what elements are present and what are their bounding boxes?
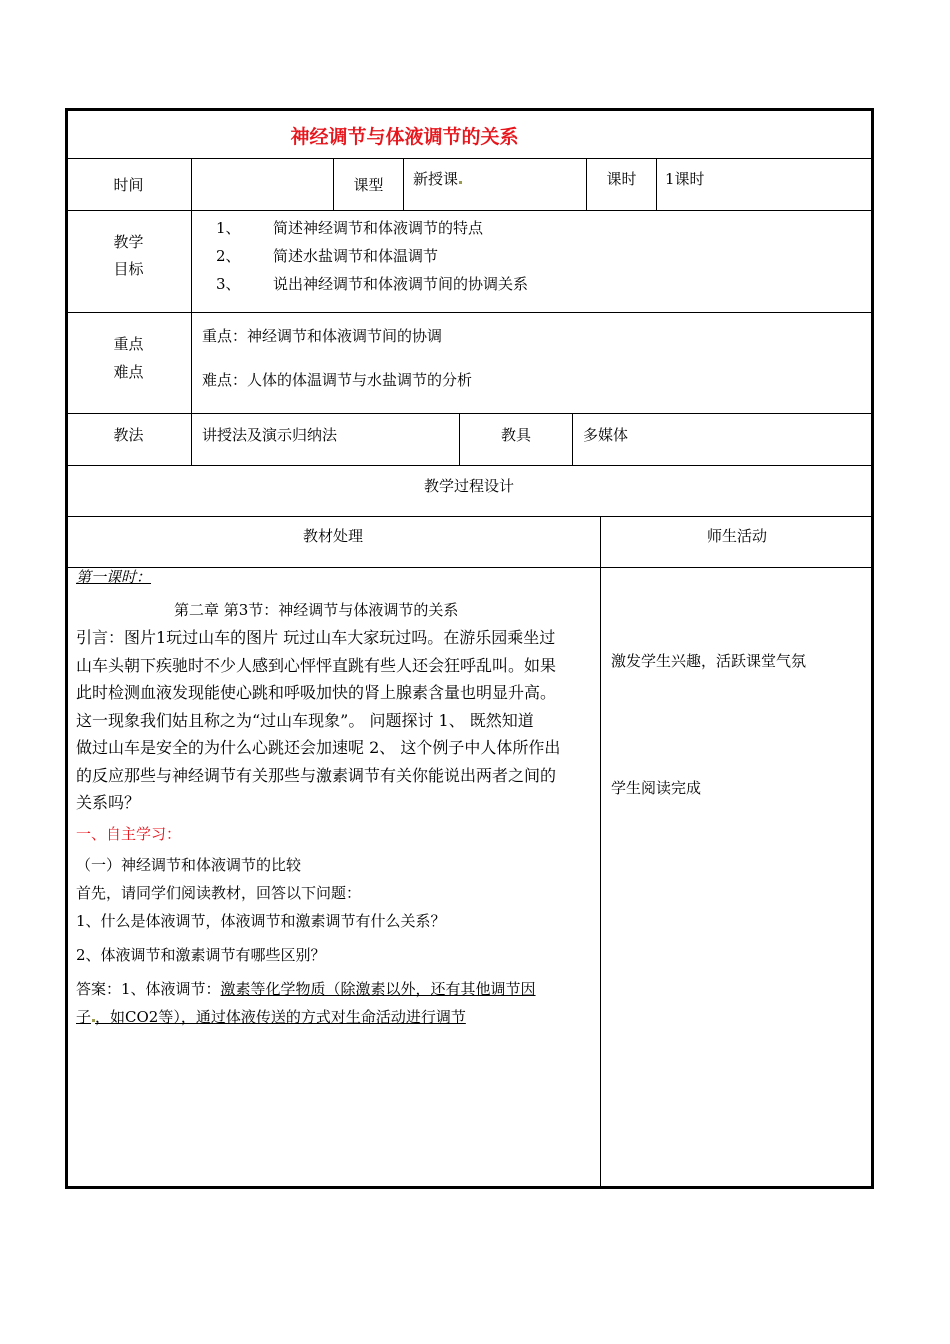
intro-line: 做过山车是安全的为什么心跳还会加速呢 2、 这个例子中人体所作出 <box>76 738 561 757</box>
method-label: 教法 <box>113 426 144 444</box>
difficulty-label: 难点 <box>113 363 144 381</box>
question-2: 2、体液调节和激素调节有哪些区别？ <box>76 946 326 964</box>
hours-value: 1课时 <box>665 170 705 188</box>
intro-line: 这一现象我们姑且称之为“过山车现象”。 问题探讨 1、 既然知道 <box>76 710 534 730</box>
method-value: 讲授法及演示归纳法 <box>202 426 338 444</box>
answer-line-1: 答案：1、体液调节：激素等化学物质（除激素以外，还有其他调节因 <box>76 980 536 998</box>
tools-value: 多媒体 <box>583 426 629 444</box>
tools-label: 教具 <box>500 426 531 444</box>
goals-label: 目标 <box>113 260 144 278</box>
intro-line: 此时检测血液发现能使心跳和呼吸加快的肾上腺素含量也明显升高。 <box>76 683 557 702</box>
column-header-activities: 师生活动 <box>706 527 767 545</box>
lesson-type-label: 课型 <box>353 176 384 194</box>
hours-label: 课时 <box>606 170 637 188</box>
difficulty-point: 难点：人体的体温调节与水盐调节的分析 <box>202 371 473 389</box>
column-header-materials: 教材处理 <box>302 527 363 545</box>
intro-line: 关系吗？ <box>76 793 141 812</box>
goal-item: 简述水盐调节和体温调节 <box>273 247 439 265</box>
goal-number: 3、 <box>216 275 241 293</box>
key-label: 重点 <box>113 335 144 353</box>
process-header: 教学过程设计 <box>423 477 514 495</box>
goal-number: 2、 <box>216 247 241 265</box>
goal-item: 简述神经调节和体液调节的特点 <box>273 219 484 237</box>
time-label: 时间 <box>113 176 144 194</box>
page-title: 神经调节与体液调节的关系 <box>290 126 519 148</box>
intro-line: 山车头朝下疾驰时不少人感到心怦怦直跳有些人还会狂呼乱叫。如果 <box>76 655 557 675</box>
lesson-type-value: 新授课 <box>413 170 462 188</box>
question-1: 1、什么是体液调节，体液调节和激素调节有什么关系？ <box>76 912 446 930</box>
goal-item: 说出神经调节和体液调节间的协调关系 <box>273 275 529 293</box>
subsection-heading: （一）神经调节和体液调节的比较 <box>76 856 302 874</box>
goal-number: 1、 <box>216 219 241 237</box>
intro-paragraph <box>76 624 592 817</box>
intro-line: 引言：图片1玩过山车的图片 玩过山车大家玩过吗。在游乐园乘坐过 <box>76 628 556 647</box>
goals-label: 教学 <box>113 233 144 251</box>
answer-line-2: 子 ，如CO2等），通过体液传送的方式对生命活动进行调节 <box>76 1008 466 1026</box>
intro-line: 的反应那些与神经调节有关那些与激素调节有关你能说出两者之间的 <box>76 765 557 785</box>
lesson-number: 第一课时： <box>76 568 152 586</box>
activity-2: 学生阅读完成 <box>611 779 702 797</box>
instruction-text: 首先，请同学们阅读教材，回答以下问题： <box>76 884 362 902</box>
activity-1: 激发学生兴趣，活跃课堂气氛 <box>611 652 807 670</box>
section-heading: 一、自主学习： <box>76 825 182 843</box>
chapter-heading: 第二章 第3节：神经调节与体液调节的关系 <box>174 601 459 619</box>
key-point: 重点：神经调节和体液调节间的协调 <box>202 327 443 345</box>
